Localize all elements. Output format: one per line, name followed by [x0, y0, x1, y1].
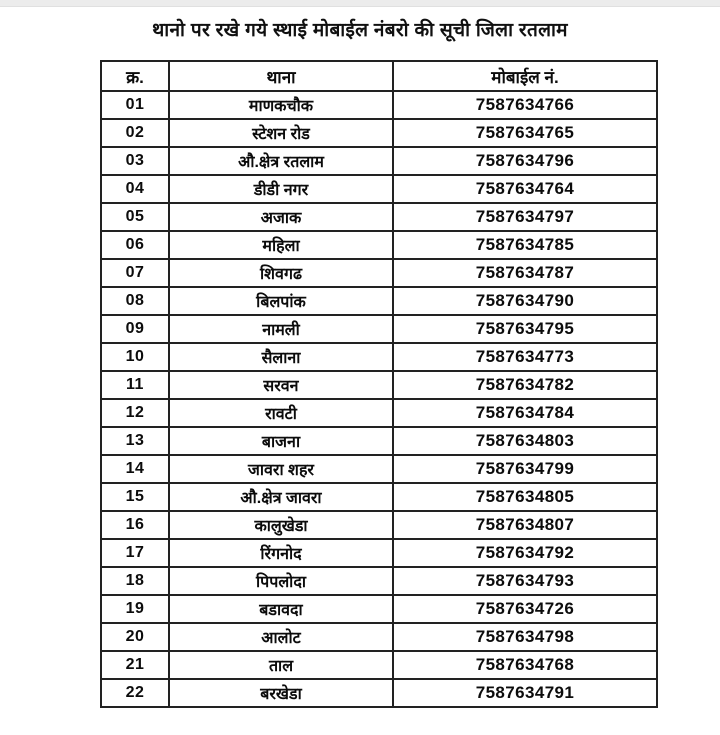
station-cell: पिपलोदा	[169, 567, 393, 595]
top-gray-strip	[0, 0, 720, 7]
mobile-cell: 7587634784	[393, 399, 657, 427]
mobile-cell: 7587634803	[393, 427, 657, 455]
station-cell: ताल	[169, 651, 393, 679]
table-row	[101, 91, 657, 119]
table-row	[101, 315, 657, 343]
serial-cell: 11	[101, 371, 169, 399]
serial-cell: 02	[101, 119, 169, 147]
mobile-cell: 7587634785	[393, 231, 657, 259]
mobile-cell: 7587634795	[393, 315, 657, 343]
mobile-cell: 7587634773	[393, 343, 657, 371]
table-row	[101, 399, 657, 427]
serial-cell: 15	[101, 483, 169, 511]
table-row	[101, 679, 657, 707]
header-row	[101, 61, 657, 91]
station-cell: माणकचौक	[169, 91, 393, 119]
station-cell: स्टेशन रोड	[169, 119, 393, 147]
table-row	[101, 175, 657, 203]
mobile-cell: 7587634793	[393, 567, 657, 595]
column-header-mobile: मोबाईल नं.	[393, 61, 657, 91]
serial-cell: 18	[101, 567, 169, 595]
station-cell: रावटी	[169, 399, 393, 427]
serial-cell: 09	[101, 315, 169, 343]
serial-cell: 08	[101, 287, 169, 315]
table-row	[101, 595, 657, 623]
table-row	[101, 231, 657, 259]
serial-cell: 05	[101, 203, 169, 231]
station-cell: अजाक	[169, 203, 393, 231]
table-row	[101, 427, 657, 455]
column-header-serial: क्र.	[101, 61, 169, 91]
table-row	[101, 371, 657, 399]
mobile-cell: 7587634790	[393, 287, 657, 315]
table-body	[101, 91, 657, 707]
mobile-cell: 7587634805	[393, 483, 657, 511]
serial-cell: 16	[101, 511, 169, 539]
mobile-cell: 7587634807	[393, 511, 657, 539]
station-cell: आलोट	[169, 623, 393, 651]
station-cell: औ.क्षेत्र रतलाम	[169, 147, 393, 175]
station-cell: औ.क्षेत्र जावरा	[169, 483, 393, 511]
table-row	[101, 203, 657, 231]
serial-cell: 01	[101, 91, 169, 119]
table-row	[101, 119, 657, 147]
station-cell: बडावदा	[169, 595, 393, 623]
mobile-cell: 7587634782	[393, 371, 657, 399]
page-title: थानो पर रखे गये स्थाई मोबाईल नंबरो की सूची जिला रतलाम	[152, 20, 568, 41]
serial-cell: 06	[101, 231, 169, 259]
mobile-cell: 7587634792	[393, 539, 657, 567]
stations-table	[100, 60, 658, 708]
serial-cell: 17	[101, 539, 169, 567]
mobile-cell: 7587634799	[393, 455, 657, 483]
station-cell: डीडी नगर	[169, 175, 393, 203]
serial-cell: 03	[101, 147, 169, 175]
station-cell: बिलपांक	[169, 287, 393, 315]
stations-table-wrapper	[100, 60, 656, 708]
table-row	[101, 287, 657, 315]
station-cell: कालुखेडा	[169, 511, 393, 539]
station-cell: रिंगनोद	[169, 539, 393, 567]
mobile-cell: 7587634766	[393, 91, 657, 119]
table-row	[101, 483, 657, 511]
table-row	[101, 511, 657, 539]
serial-cell: 07	[101, 259, 169, 287]
mobile-cell: 7587634764	[393, 175, 657, 203]
station-cell: सरवन	[169, 371, 393, 399]
mobile-cell: 7587634791	[393, 679, 657, 707]
table-row	[101, 623, 657, 651]
mobile-cell: 7587634796	[393, 147, 657, 175]
mobile-cell: 7587634726	[393, 595, 657, 623]
serial-cell: 04	[101, 175, 169, 203]
serial-cell: 10	[101, 343, 169, 371]
station-cell: बरखेडा	[169, 679, 393, 707]
station-cell: नामली	[169, 315, 393, 343]
table-row	[101, 343, 657, 371]
serial-cell: 22	[101, 679, 169, 707]
station-cell: सैलाना	[169, 343, 393, 371]
serial-cell: 14	[101, 455, 169, 483]
station-cell: शिवगढ	[169, 259, 393, 287]
serial-cell: 21	[101, 651, 169, 679]
table-row	[101, 147, 657, 175]
serial-cell: 20	[101, 623, 169, 651]
mobile-cell: 7587634797	[393, 203, 657, 231]
serial-cell: 13	[101, 427, 169, 455]
table-row	[101, 539, 657, 567]
mobile-cell: 7587634798	[393, 623, 657, 651]
table-row	[101, 259, 657, 287]
station-cell: जावरा शहर	[169, 455, 393, 483]
station-cell: महिला	[169, 231, 393, 259]
mobile-cell: 7587634765	[393, 119, 657, 147]
table-row	[101, 455, 657, 483]
mobile-cell: 7587634787	[393, 259, 657, 287]
table-row	[101, 567, 657, 595]
serial-cell: 19	[101, 595, 169, 623]
serial-cell: 12	[101, 399, 169, 427]
mobile-cell: 7587634768	[393, 651, 657, 679]
table-header	[101, 61, 657, 91]
column-header-station: थाना	[169, 61, 393, 91]
station-cell: बाजना	[169, 427, 393, 455]
table-row	[101, 651, 657, 679]
